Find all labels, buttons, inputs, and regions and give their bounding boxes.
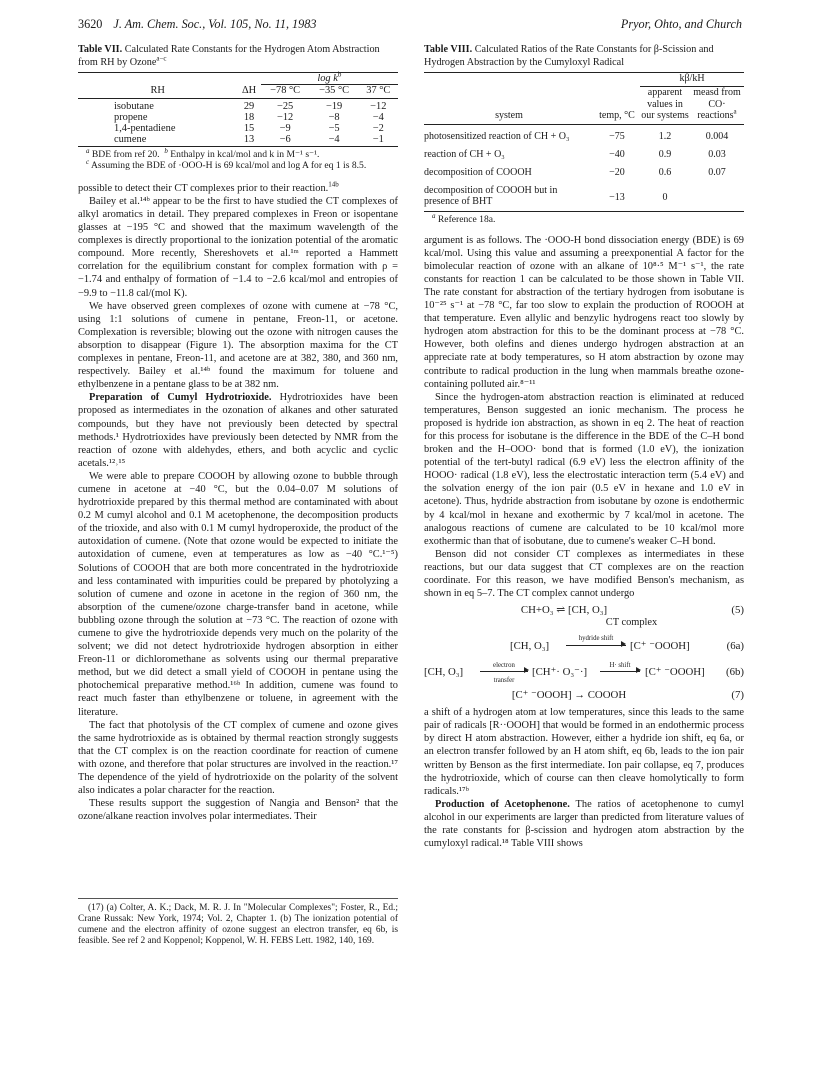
- arrowhead-icon: [636, 667, 641, 673]
- equation-5-body: CH+O₃ ⇌ [CH, O₃]: [520, 604, 608, 617]
- equation-5-label: CT complex: [605, 617, 658, 629]
- header-authors: Pryor, Ohto, and Church: [620, 17, 742, 31]
- equation-6b-arrow2-label: H· shift: [609, 662, 631, 670]
- table7-col-temp-3: 37 °C: [366, 85, 391, 96]
- table-row: cumene 13 −6 −4 −1: [114, 134, 384, 145]
- running-header: [78, 18, 742, 34]
- paragraph: Production of Acetophenone. The ratios of acetophenone to cumyl alcohol in our experiments are larger than predicted from literature values of the rate constants for β-scission and hydrogen atom abstraction by the cumyloxyl radical.¹⁸ Table VIII shows: [424, 798, 745, 850]
- table-row: 1,4-pentadiene 15 −9 −5 −2: [114, 123, 384, 134]
- table8-caption-text: Calculated Ratios of the Rate Constants for β-Scission and Hydrogen Abstraction by the Cumyloxyl Radical: [424, 44, 714, 68]
- table8-col-apparent: apparent values in our systems: [641, 86, 689, 122]
- page-number: 3620: [78, 17, 103, 31]
- table7-label: Table VII.: [78, 44, 123, 55]
- equation-6a-arrow: [566, 645, 626, 646]
- arrowhead-icon: [621, 641, 626, 647]
- paragraph: These results support the suggestion of Nangia and Benson² that the ozone/alkane reaction involves polar intermediates. Their: [78, 798, 398, 823]
- table7-footnotes: $^a$ BDE from ref 20. $^b$ Enthalpy in kcal/mol and k in M⁻¹ s⁻¹. $^c$ Assuming the BDE of ·OOO-H is 69 kcal/mol and log A for eq 1 is 8.5.: [86, 146, 367, 172]
- equation-6b: [424, 656, 744, 686]
- table-row: decomposition of COOOH but in presence of BHT −13 0: [424, 184, 668, 208]
- table7-group-header: $\log k^b$: [261, 73, 398, 85]
- table-row: isobutane 29 −25 −19 −12: [114, 101, 387, 112]
- header-left: [78, 18, 316, 31]
- table8-footnote-a: Reference 18a.: [437, 214, 496, 226]
- paragraph: Since the hydrogen-atom abstraction reaction is eliminated at reduced temperatures, Benson suggested an ionic mechanism. The process he proposed is hydride ion abstraction, as shown in eq 2. The heat of reaction for this process for isobutane is the difference in the BDE of the C–H bond broken and the H–OOO· bond that is formed (1.0 eV), the ionization potential of the tert-butyl radical (6.9 eV) less the electron affinity of the HOOO· radical (1.8 eV), less the electrostatic interaction term (5.4 eV) and the solvation energy of the ion pair (0.5 eV in hexane and 1.0 eV in acetone). Thus, hydride abstraction from isobutane by ozone is endothermic by 4 kcal/mol in hexane and exothermic by 7 kcal/mol in acetone. The analogous reactions of cumene are calculated to be 10 kcal/mol more exothermic than that of isobutane, due to cumene's weaker C–H bond.: [424, 391, 744, 547]
- paragraph: We were able to prepare COOOH by allowing ozone to bubble through cumene in acetone at −40 °C, but the 0.04–0.07 M solutions of hydrotrioxide prepared by this thermal method are contaminated with about 0.2 M cumyl alcohol and 0.1 M acetophenone, the decomposition products of the trioxide, and also with 0.1 M cumyl hydroperoxide, the product of the autoxidation of cumene. (Note that ozone would be expected to initiate the autoxidation of cumene, even at temperatures as low as −40 °C.¹⁻⁵) Solutions of COOOH that are both more concentrated in the hydrotrioxide and less contaminated with impurities could be prepared by photolyzing a solution of cumene and ozone in acetone in the region of 360 nm, the absorption of the cumene/ozone charge-transfer band in acetone, while bubbling ozone through the solution at −73 °C. The reaction of ozone with cumene to give the hydrotrioxide depends very much on the polarity of the solvent; we did not detect hydrotrioxide hydrogen absorption in either Freon-11 or dichloromethane as solvents using our thermal preparative method, but we did detect a small yield of COOOH in pentane using the photochemical preparative method.¹⁶ᵇ In addition, cumene was found to react much faster than ethylbenzene or toluene, in agreement with the literature.: [78, 470, 398, 718]
- table7-col-dh: ΔH: [241, 84, 257, 96]
- equation-6b-arrow: [480, 671, 528, 672]
- table7-caption-text: Calculated Rate Constants for the Hydrogen Atom Abstraction from RH by Ozone: [78, 44, 380, 68]
- paragraph: We have observed green complexes of ozone with cumene at −78 °C, using 1:1 solutions of cumene in pentane, Freon-11, or acetone. Complexation is reversible; blowing out the ozone with nitrogen causes the absorption to disappear (Figure 1). The absorption maxima for the CT complexes in pentane, Freon-11, and acetone are at 382, 380, and 360 nm, respectively. Bailey et al.¹⁴ᵇ found the maximum for toluene and ethylbenzene in a pentane glass to be at 382 nm.: [78, 300, 398, 391]
- paragraph: Benson did not consider CT complexes as intermediates in these reactions, but our data suggest that CT complexes are on the reaction coordinate. For this reason, we have modified Benson's mechanism, as shown in eq 5–7. The CT complex cannot undergo: [424, 548, 744, 600]
- references: [78, 898, 398, 947]
- table8-col-system: system: [495, 110, 523, 122]
- right-column: [424, 44, 744, 850]
- table-row: decomposition of COOOH −20 0.6 0.07: [424, 166, 726, 178]
- table8-label: Table VIII.: [424, 44, 473, 55]
- table7-col-temp-1: −78 °C: [270, 85, 301, 96]
- equation-6b-arrow-label-top: electron: [493, 662, 515, 670]
- equation-7-number: (7): [731, 689, 744, 702]
- journal-citation: J. Am. Chem. Soc., Vol. 105, No. 11, 1983: [113, 17, 317, 31]
- paragraph: Bailey et al.¹⁴ᵇ appear to be the first to have studied the CT complexes of alkyl aromatics in detail. They prepared complexes in Freon or isopentane glasses at −195 °C and showed that the maximum wavelength of the complexes is directly proportional to the ionization potential of the aromatic compound. More recently, Shereshovets et al.¹ᵐ reported a Hammett correlation for the equilibrium constant for complex formation with ρ = −1.74 and enthalpy of formation of −1.4 to −2.6 kcal/mol and entropies of −9.9 to −11.8 cal/(mol K).: [78, 195, 398, 299]
- table7: [78, 72, 398, 147]
- equation-5: [424, 604, 744, 632]
- reference-17: (17) (a) Colter, A. K.; Dack, M. R. J. In "Molecular Complexes"; Foster, R., Ed.; Crane Russak: New York, 1974; Vol. 2, Chapter 1. (b) The ionization potential of cumene and the electron affinity of ozone suggest an electron transfer, eq 6b, is feasible. See ref 2 and Koppenol; Koppenol, W. H. FEBS Lett. 1982, 140, 169.: [78, 903, 398, 946]
- equation-6b-rhs: [C⁺ ⁻OOOH]: [645, 666, 705, 679]
- equation-6a-arrow-label: hydride shift: [578, 635, 614, 643]
- equation-7: [424, 686, 744, 706]
- arrowhead-icon: [524, 667, 529, 673]
- table8-col-temp: temp, °C: [599, 110, 635, 122]
- equation-5-number: (5): [731, 604, 744, 617]
- table7-footnote-c: Assuming the BDE of ·OOO-H is 69 kcal/mol and log A for eq 1 is 8.5.: [90, 160, 367, 172]
- table8-footnotes: $^a$ Reference 18a.: [432, 211, 496, 226]
- table7-footnote-a: BDE from ref 20.: [91, 149, 160, 160]
- table8-group-header: kβ/kH: [640, 73, 744, 87]
- table7-footnote-b: Enthalpy in kcal/mol and k in M⁻¹ s⁻¹.: [170, 149, 320, 160]
- equation-6b-number: (6b): [726, 666, 744, 679]
- equation-6a-number: (6a): [726, 640, 744, 653]
- equation-6b-intermediate: [CH⁺· O₃⁻·]: [532, 666, 588, 679]
- equation-6a-lhs: [CH, O₃]: [510, 640, 550, 653]
- table8-caption: [424, 44, 744, 69]
- left-column: [78, 44, 398, 823]
- table8: [424, 72, 744, 212]
- paragraph: Preparation of Cumyl Hydrotrioxide. Hydrotrioxides have been proposed as intermediates in the ozonation of alkanes and other saturated compounds, but they have not previously been detected by spectral methods.¹ Hydrotrioxides have previously been detected by NMR from the reaction of ozone with aldehydes, ethers, and both acyclic and cyclic acetals.¹²˒¹⁵: [78, 392, 398, 469]
- paragraph: The fact that photolysis of the CT complex of cumene and ozone gives the same hydrotrioxide as is obtained by thermal reaction strongly suggests that the CT complex is on the reaction coordinate for reaction of cumene with ozone, and therefore that polar structures are involved in the reaction.¹⁷ The dependence of the yield of hydrotrioxide on the polarity of the solvent also indicates a polar character for the reaction.: [78, 719, 398, 797]
- table8-col-measd: measd from CO· reactions$^a$: [693, 86, 741, 122]
- table7-col-rh: RH: [150, 84, 165, 96]
- equation-6a: [424, 632, 744, 656]
- table-row: photosensitized reaction of CH + O₃ −75 1.2 0.004: [424, 131, 729, 143]
- paragraph: possible to detect their CT complexes prior to their reaction.$^{14b}$: [78, 180, 339, 194]
- table-row: reaction of CH + O₃ −40 0.9 0.03: [424, 148, 726, 160]
- table7-caption: [78, 44, 398, 69]
- section-heading: Production of Acetophenone.: [435, 798, 570, 810]
- table-row: propene 18 −12 −8 −4: [114, 112, 384, 123]
- equation-6b-lhs: [CH, O₃]: [424, 666, 464, 679]
- equation-7-body: [C⁺ ⁻OOOH] → COOOH: [511, 689, 627, 702]
- paragraph: a shift of a hydrogen atom at low temperatures, since this leads to the same pair of radicals [R··OOOH] that would be formed in an endothermic process by direct H atom abstraction. However, either a hydride ion shift, eq 6a, or an electron transfer followed by an H atom shift, eq 6b, leads to the ion pair written by Benson as the first intermediate. Ion pair collapse, eq 7, produces the hydrotrioxide, which of course can then cleave homolytically to form radicals.¹⁷ᵇ: [424, 707, 744, 797]
- table7-caption-sup: a−c: [156, 54, 167, 63]
- equation-6a-rhs: [C⁺ ⁻OOOH]: [630, 640, 690, 653]
- section-heading: Preparation of Cumyl Hydrotrioxide.: [89, 392, 272, 404]
- equation-6b-arrow-label-bottom: transfer: [493, 677, 515, 685]
- equation-6b-arrow2: [600, 671, 640, 672]
- table7-col-temp-2: −35 °C: [319, 85, 350, 96]
- paragraph: argument is as follows. The ·OOO-H bond dissociation energy (BDE) is 69 kcal/mol. Using this value and assuming a preexponential A factor for the bimolecular reaction of ozone with an alkane of 10⁸·⁵ M⁻¹ s⁻¹, the rate constants for reaction 1 can be calculated to be those shown in Table VII. The rate constant for abstraction of the tertiary hydrogen from isobutane is 10⁻²⁵ s⁻¹ at −78 °C, far too slow to explain the production of ROOOH at that temperature. Even allylic and benzylic hydrogens react too slowly by hydrogen atom abstraction for this to be the dominant process at −78 °C. However, both olefins and dienes undergo hydrogen abstraction at an appreciate rate at body temperatures, so H atom abstraction by ozone may contribute to radical production in the lung when mammals breathe ozone-containing polluted air.⁸⁻¹¹: [424, 234, 744, 390]
